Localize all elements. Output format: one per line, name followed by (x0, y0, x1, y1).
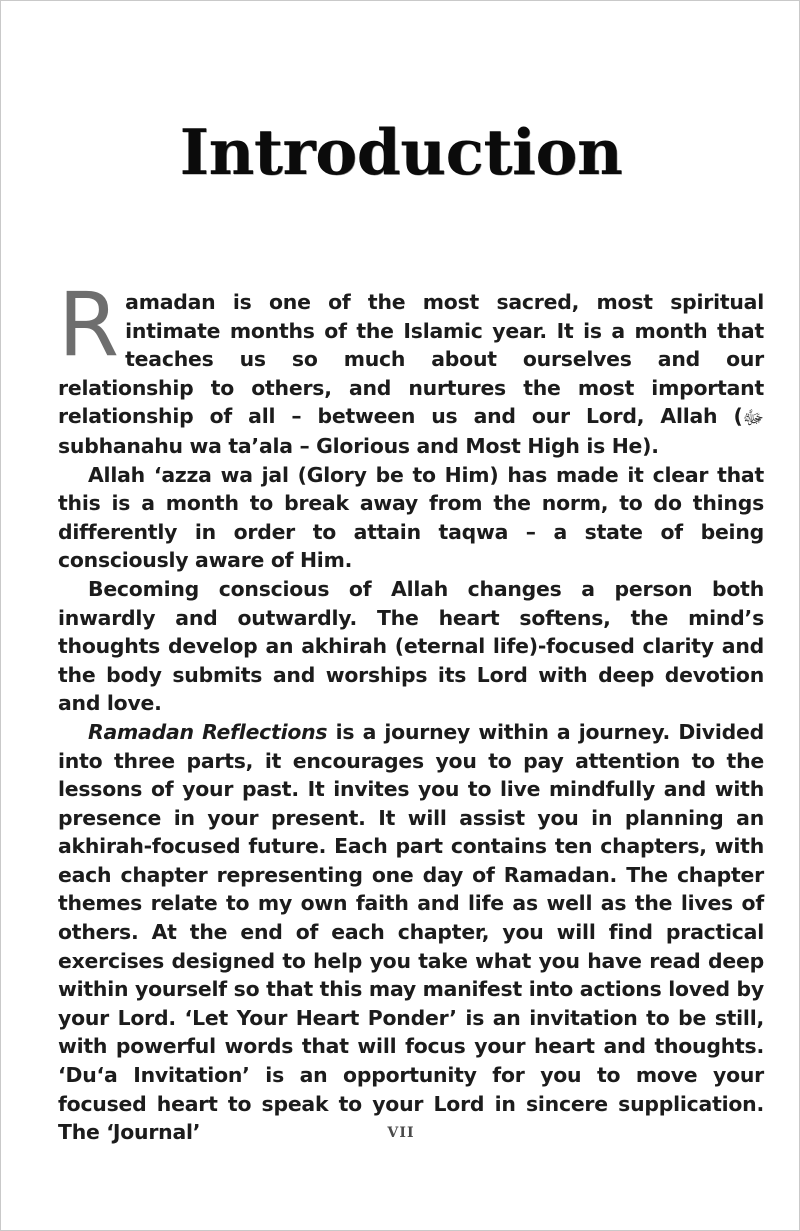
page-title: Introduction (179, 115, 623, 190)
page-number: VII (387, 1125, 415, 1141)
body-text-block (58, 273, 765, 1147)
paragraph-4: Ramadan Reflections is a journey within a journey. Divided into three parts, it encourages you to pay attention to the lessons of your past. It invites you to live mindfully and with presence in your present. It will assist you in planning an akhirah-focused future. Each part contains ten chapters, with each chapter representing one day of Ramadan. The chapter themes relate to my own faith and life as well as the lives of others. At the end of each chapter, you will find practical exercises designed to help you take what you have read deep within yourself so that this may manifest into actions loved by your Lord. ‘Let Your Heart Ponder’ is an invitation to be still, with powerful words that will focus your heart and thoughts. ‘Du‘a Invitation’ is an opportunity for you to move your focused heart to speak to your Lord in sincere supplication. The ‘Journal’ (58, 719, 765, 1145)
paragraph-3: Becoming conscious of Allah changes a person both inwardly and outwardly. The heart softens, the mind’s thoughts develop an akhirah (eternal life)-focused clarity and the body submits and worships its Lord with deep devotion and love. (58, 576, 764, 716)
book-title-italic: Ramadan Reflections (88, 719, 328, 744)
paragraph-1: Ramadan is one of the most sacred, most spiritual intimate months of the Islamic year. It is a month that teaches us so much about ourselves and our relationship to others, and nurtures the most important relationship of all – between us and our Lord, Allah (ﷻ subhanahu wa ta’ala – Glorious and Most High is He). (58, 273, 764, 458)
subhanahu-wa-taala-glyph: ﷻ (742, 407, 764, 430)
drop-cap: R (58, 273, 120, 376)
paragraph-2: Allah ‘azza wa jal (Glory be to Him) has made it clear that this is a month to break away from the norm, to do things differently in order to attain taqwa – a state of being consciously aware of Him. (58, 462, 764, 573)
